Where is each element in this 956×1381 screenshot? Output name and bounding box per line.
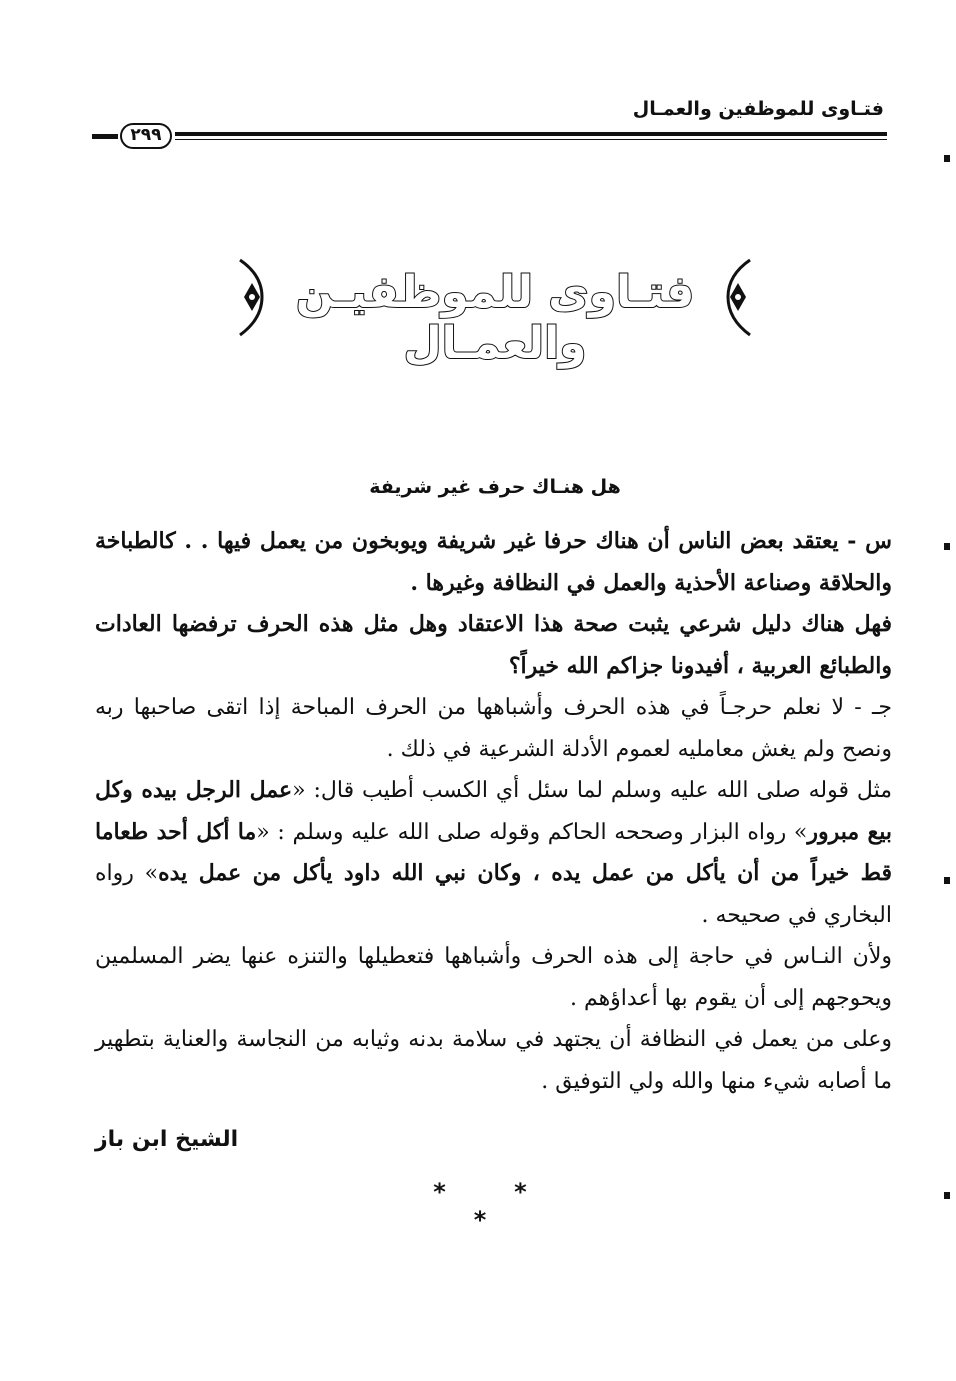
question-paragraph: فهل هناك دليل شرعي يثبت صحة هذا الاعتقاد وهل مثل هذه الحرف ترفضها العادات والطبائع العربية ، أفيدونا جزاكم الله خيراً؟ [95,611,892,679]
ornament-right-icon [710,255,765,340]
page-number: ٢٩٩ [120,123,172,149]
running-title: فتـاوى للموظفين والعمـال [632,98,884,120]
margin-mark [944,877,950,884]
answer-text: مثل قوله صلى الله عليه وسلم لما سئل أي الكسب أطيب قال: « [292,778,892,803]
header-rule-end [92,134,118,139]
body-text [95,521,892,1102]
author-signature: الشيخ ابن باز [95,1127,239,1152]
ornament-left-icon [225,255,280,340]
header-rule [175,132,887,140]
chapter-title-block [225,255,765,369]
answer-text: » رواه البزار وصححه الحاكم وقوله صلى الله عليه وسلم : « [256,819,808,845]
margin-mark [944,543,950,550]
margin-mark [944,1192,950,1199]
hadith-quote: ما أكل أحد طعاما قط خيراً من أن يأكل من عمل يده ، وكان نبي الله داود يأكل من عمل يده [95,818,892,886]
answer-text: » رواه البخاري في صحيحه . [95,861,892,928]
margin-mark [944,155,950,162]
question-paragraph: س - يعتقد بعض الناس أن هناك حرفا غير شريفة ويوبخون من يعمل فيها . . كالطباخة والحلاقة وصناعة الأحذية والعمل في النظافة وغيرها . [95,528,892,596]
hadith-quote: عمل الرجل بيده وكل بيع مبرور [95,777,892,845]
chapter-title: فتـاوى للموظفيـن والعمـال [295,267,695,369]
answer-paragraph: ولأن النـاس في حاجة إلى هذه الحرف وأشباهها فتعطيلها والتنزه عنها يضر المسلمين ويحوجهم إلى أن يقوم بها أعداؤهم . [95,944,892,1011]
answer-paragraph [95,770,892,936]
answer-paragraph: وعلى من يعمل في النظافة أن يجتهد في سلامة بدنه وثيابه من النجاسة والعناية بتطهير ما أصابه شيء منها والله ولي التوفيق . [95,1027,892,1094]
answer-paragraph: جـ - لا نعلم حرجـاً في هذه الحرف وأشباهها من الحرف المباحة إذا اتقى صاحبها ربه ونصح ولم يغش معامليه لعموم الأدلة الشرعية في ذلك . [95,695,892,762]
section-separator: * * * [433,1178,557,1234]
question-title: هل هنـاك حرف غير شريفة [369,476,621,498]
